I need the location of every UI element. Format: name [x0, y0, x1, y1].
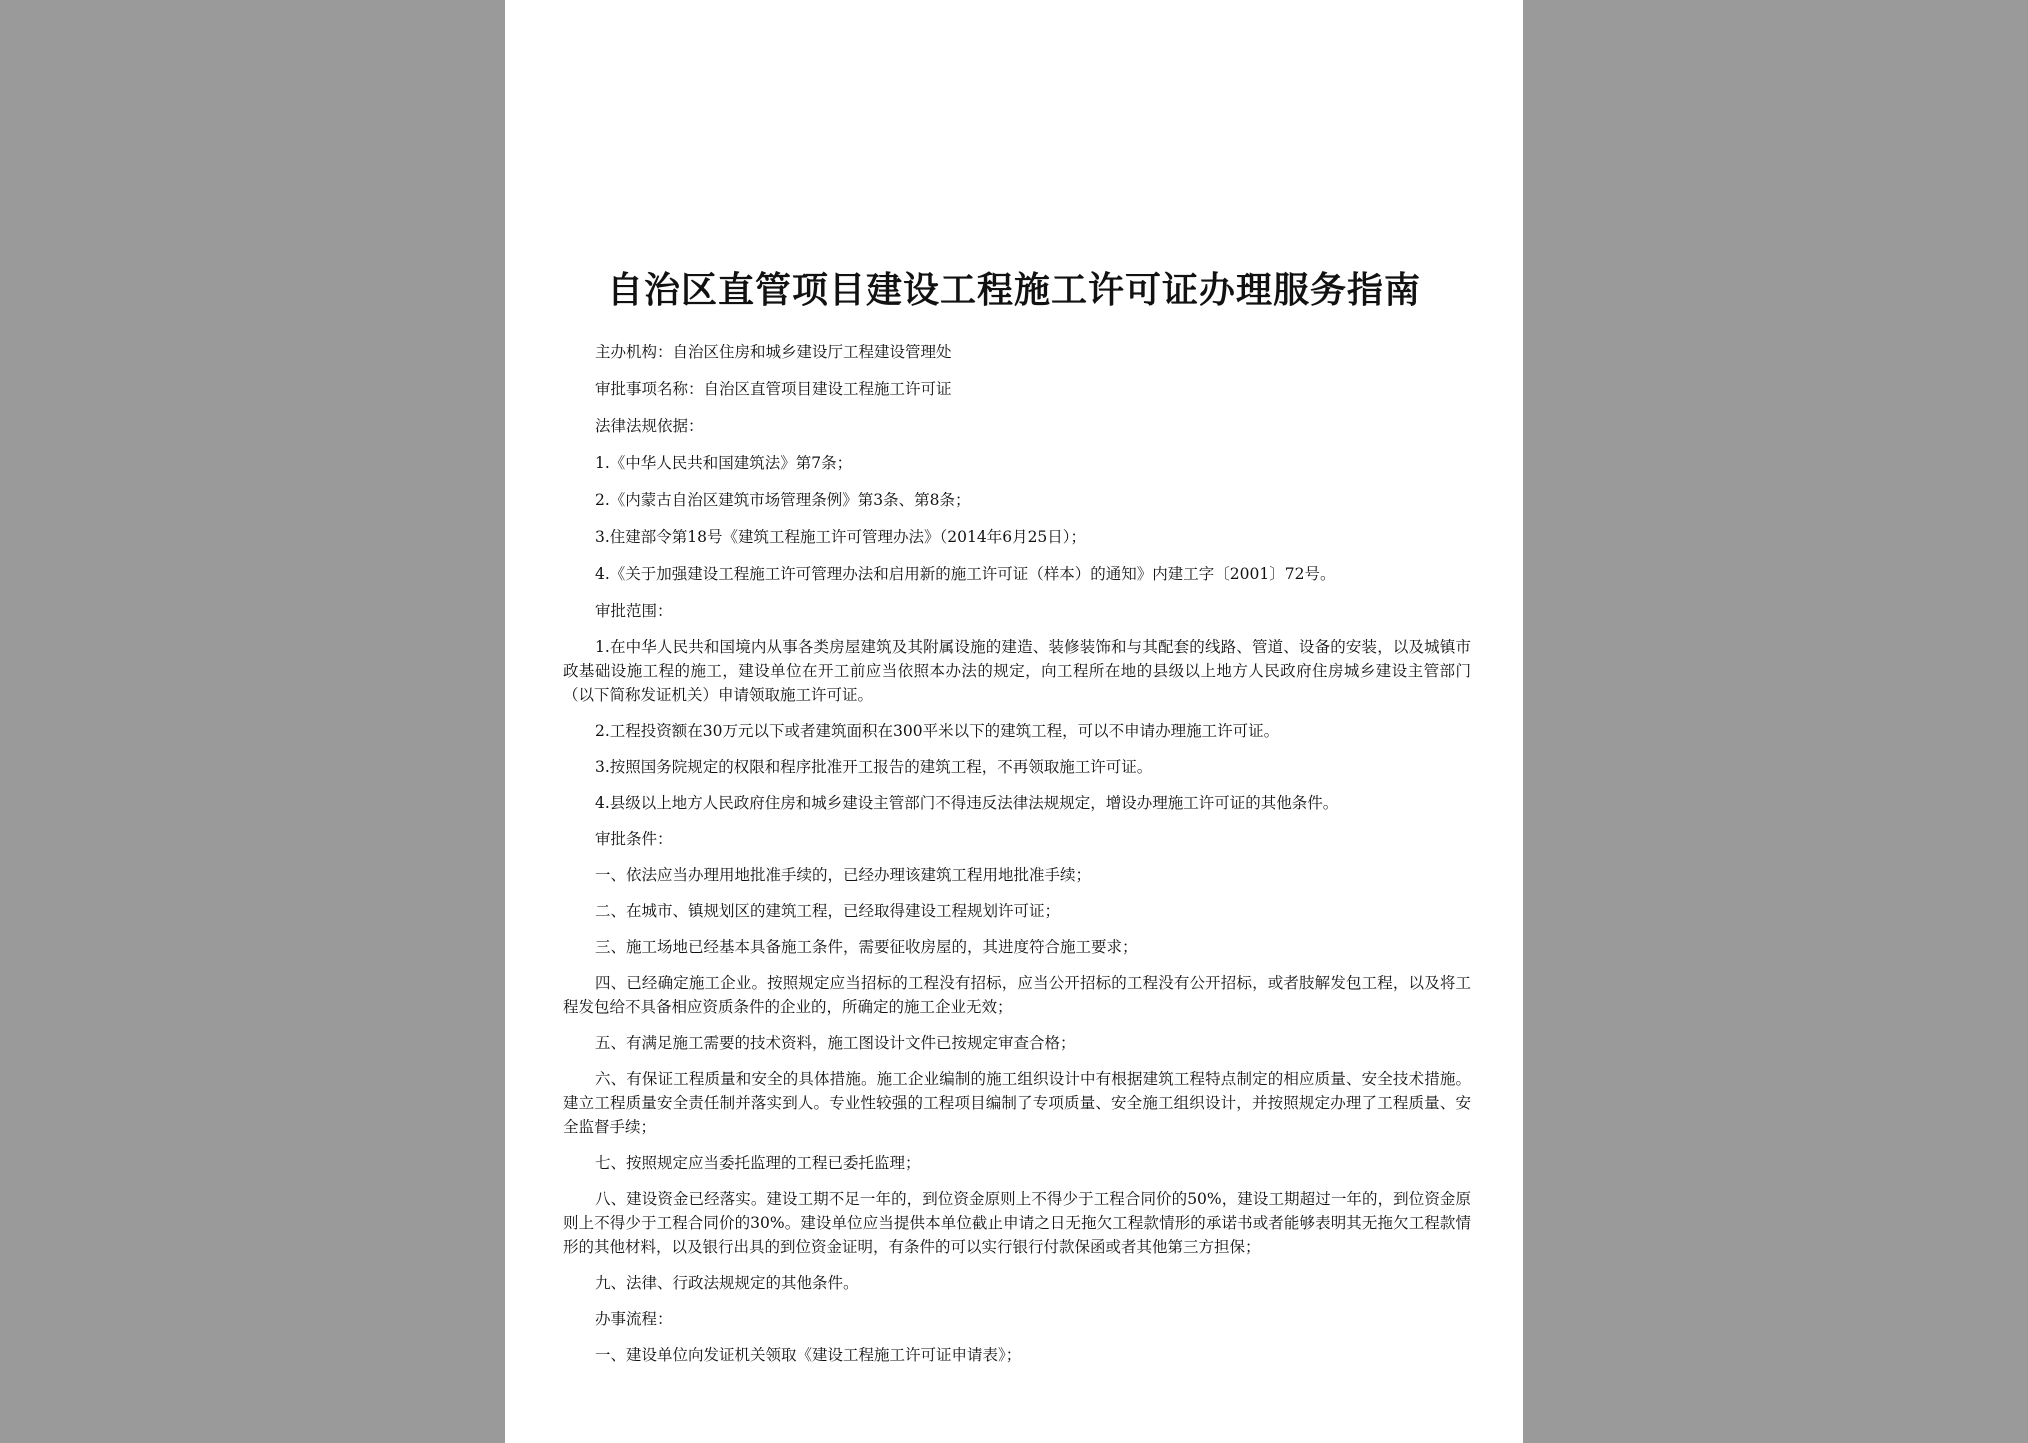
document-title: 自治区直管项目建设工程施工许可证办理服务指南	[606, 269, 1421, 311]
paragraph-scope-2: 2.工程投资额在30万元以下或者建筑面积在300平米以下的建筑工程，可以不申请办理施工许可证。	[595, 722, 1280, 740]
paragraph-condition-3: 三、施工场地已经基本具备施工条件，需要征收房屋的，其进度符合施工要求；	[595, 938, 1138, 956]
paragraph-scope-4: 4.县级以上地方人民政府住房和城乡建设主管部门不得违反法律法规规定，增设办理施工许可证的其他条件。	[595, 794, 1339, 812]
paragraph-condition-9: 九、法律、行政法规规定的其他条件。	[595, 1274, 859, 1292]
paragraph-condition-4: 四、已经确定施工企业。按照规定应当招标的工程没有招标，应当公开招标的工程没有公开招标，或者肢解发包工程，以及将工程发包给不具备相应资质条件的企业的，所确定的施工企业无效；	[563, 974, 1471, 1016]
paragraph-scope-heading: 审批范围：	[595, 602, 673, 620]
paragraph-scope-1: 1.在中华人民共和国境内从事各类房屋建筑及其附属设施的建造、装修装饰和与其配套的线路、管道、设备的安装，以及城镇市政基础设施工程的施工，建设单位在开工前应当依照本办法的规定，向工程所在地的县级以上地方人民政府住房城乡建设主管部门（以下简称发证机关）申请领取施工许可证。	[563, 638, 1471, 704]
paragraph-condition-2: 二、在城市、镇规划区的建筑工程，已经取得建设工程规划许可证；	[595, 902, 1061, 920]
paragraph-condition-6: 六、有保证工程质量和安全的具体措施。施工企业编制的施工组织设计中有根据建筑工程特点制定的相应质量、安全技术措施。建立工程质量安全责任制并落实到人。专业性较强的工程项目编制了专项质量、安全施工组织设计，并按照规定办理了工程质量、安全监督手续；	[563, 1070, 1471, 1136]
paragraph-process-heading: 办事流程：	[595, 1310, 673, 1328]
paragraph-legal-basis-4: 4.《关于加强建设工程施工许可管理办法和启用新的施工许可证（样本）的通知》内建工字〔2001〕72号。	[595, 565, 1336, 583]
paragraph-legal-basis-2: 2.《内蒙古自治区建筑市场管理条例》第3条、第8条；	[595, 491, 971, 509]
paragraph-condition-8: 八、建设资金已经落实。建设工期不足一年的，到位资金原则上不得少于工程合同价的50%，建设工期超过一年的，到位资金原则上不得少于工程合同价的30%。建设单位应当提供本单位截止申请之日无拖欠工程款情形的承诺书或者能够表明其无拖欠工程款情形的其他材料，以及银行出具的到位资金证明，有条件的可以实行银行付款保函或者其他第三方担保；	[563, 1190, 1471, 1256]
paragraph-legal-basis-3: 3.住建部令第18号《建筑工程施工许可管理办法》（2014年6月25日）；	[595, 528, 1087, 546]
paragraph-process-1: 一、建设单位向发证机关领取《建设工程施工许可证申请表》；	[595, 1346, 1022, 1364]
paragraph-item-name: 审批事项名称：自治区直管项目建设工程施工许可证	[595, 380, 952, 398]
paragraph-condition-1: 一、依法应当办理用地批准手续的，已经办理该建筑工程用地批准手续；	[595, 866, 1092, 884]
paragraph-legal-basis-heading: 法律法规依据：	[595, 417, 704, 435]
paragraph-condition-7: 七、按照规定应当委托监理的工程已委托监理；	[595, 1154, 921, 1172]
paragraph-condition-5: 五、有满足施工需要的技术资料，施工图设计文件已按规定审查合格；	[595, 1034, 1076, 1052]
document-body	[563, 340, 1471, 1367]
paragraph-scope-3: 3.按照国务院规定的权限和程序批准开工报告的建筑工程，不再领取施工许可证。	[595, 758, 1153, 776]
paragraph-conditions-heading: 审批条件：	[595, 830, 673, 848]
paragraph-organizer: 主办机构：自治区住房和城乡建设厅工程建设管理处	[595, 343, 952, 361]
paragraph-legal-basis-1: 1.《中华人民共和国建筑法》第7条；	[595, 454, 853, 472]
document-page	[505, 0, 1523, 1443]
